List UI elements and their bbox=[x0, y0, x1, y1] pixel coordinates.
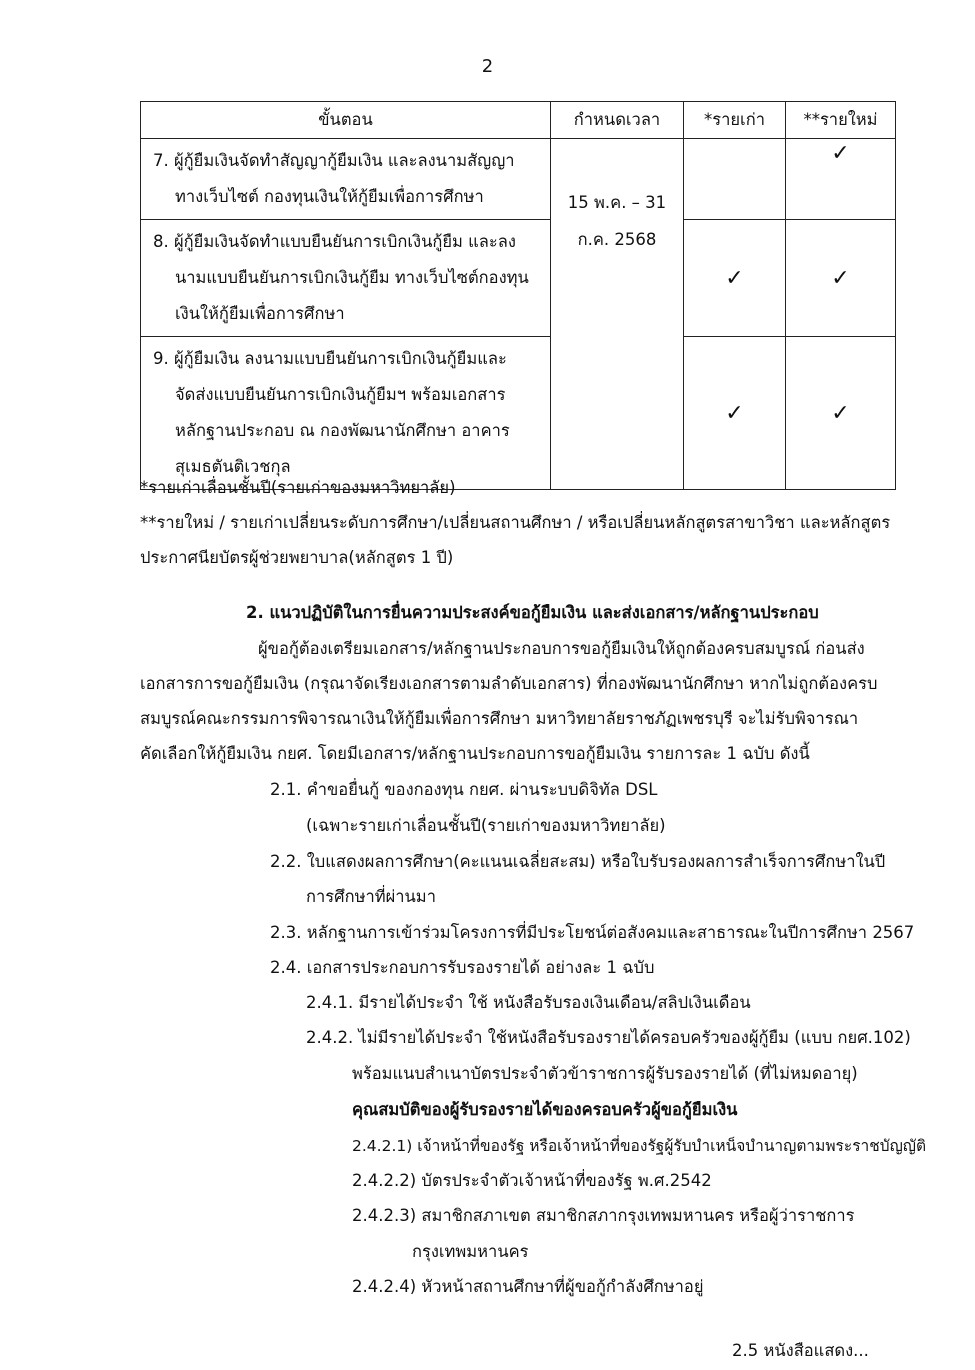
item-2-2: 2.2. ใบแสดงผลการศึกษา(คะแนนเฉลี่ยสะสม) หรือใบรับรองผลการสำเร็จการศึกษาในปี bbox=[270, 852, 886, 871]
item-2-3: 2.3. หลักฐานการเข้าร่วมโครงการที่มีประโยชน์ต่อสังคมและสาธารณะในปีการศึกษา 2567 bbox=[270, 923, 915, 942]
step-8-cell bbox=[141, 220, 551, 337]
step-9-old-check: ✓ bbox=[684, 337, 786, 490]
continuation-marker: 2.5 หนังสือแสดง... bbox=[732, 1341, 869, 1360]
qualification-3-cont: กรุงเทพมหานคร bbox=[412, 1242, 529, 1261]
item-2-4-1: 2.4.1. มีรายได้ประจำ ใช้ หนังสือรับรองเงินเดือน/สลิปเงินเดือน bbox=[306, 993, 751, 1012]
paragraph-line2: เอกสารการขอกู้ยืมเงิน (กรุณาจัดเรียงเอกสารตามลำดับเอกสาร) ที่กองพัฒนานักศึกษา หากไม่ถูกต้องครบ bbox=[140, 674, 878, 693]
page-number: 2 bbox=[481, 56, 494, 77]
qualification-2: 2.4.2.2) บัตรประจำตัวเจ้าหน้าที่ของรัฐ พ.ศ.2542 bbox=[352, 1171, 712, 1190]
step-8-new-check: ✓ bbox=[786, 220, 896, 337]
step-7-line2: ทางเว็บไซต์ กองทุนเงินให้กู้ยืมเพื่อการศึกษา bbox=[175, 187, 484, 206]
header-time: กำหนดเวลา bbox=[551, 102, 684, 139]
header-step: ขั้นตอน bbox=[141, 102, 551, 139]
step-7-cell bbox=[141, 139, 551, 220]
item-2-4-2-cont: พร้อมแนบสำเนาบัตรประจำตัวข้าราชการผู้รับรองรายได้ (ที่ไม่หมดอายุ) bbox=[352, 1064, 858, 1083]
schedule-table bbox=[140, 101, 896, 490]
time-range-line1: 15 พ.ค. – 31 bbox=[567, 193, 667, 212]
section-heading: 2. แนวปฏิบัติในการยื่นความประสงค์ขอกู้ยืมเงิน และส่งเอกสาร/หลักฐานประกอบ bbox=[246, 603, 819, 622]
paragraph-line1: ผู้ขอกู้ต้องเตรียมเอกสาร/หลักฐานประกอบการขอกู้ยืมเงินให้ถูกต้องครบสมบูรณ์ ก่อนส่ง bbox=[258, 639, 865, 658]
qualification-4: 2.4.2.4) หัวหน้าสถานศึกษาที่ผู้ขอกู้กำลังศึกษาอยู่ bbox=[352, 1277, 704, 1296]
header-new: **รายใหม่ bbox=[786, 102, 896, 139]
note-old: *รายเก่าเลื่อนชั้นปี(รายเก่าของมหาวิทยาลัย) bbox=[140, 478, 456, 497]
item-2-4-2: 2.4.2. ไม่มีรายได้ประจำ ใช้หนังสือรับรองรายได้ครอบครัวของผู้กู้ยืม (แบบ กยศ.102) bbox=[306, 1028, 911, 1047]
qualification-heading: คุณสมบัติของผู้รับรองรายได้ของครอบครัวผู้ขอกู้ยืมเงิน bbox=[352, 1100, 738, 1119]
item-2-2-cont: การศึกษาที่ผ่านมา bbox=[306, 887, 436, 906]
qualification-3: 2.4.2.3) สมาชิกสภาเขต สมาชิกสภากรุงเทพมหานคร หรือผู้ว่าราชการ bbox=[352, 1206, 855, 1225]
note-new-line2: ประกาศนียบัตรผู้ช่วยพยาบาล(หลักสูตร 1 ปี) bbox=[140, 548, 454, 567]
paragraph-line3: สมบูรณ์คณะกรรมการพิจารณาเงินให้กู้ยืมเพื่อการศึกษา มหาวิทยาลัยราชภัฏเพชรบุรี จะไม่รับพิจารณา bbox=[140, 709, 859, 728]
item-2-1-note: (เฉพาะรายเก่าเลื่อนชั้นปี(รายเก่าของมหาวิทยาลัย) bbox=[306, 816, 666, 835]
step-9-line3: หลักฐานประกอบ ณ กองพัฒนานักศึกษา อาคาร bbox=[175, 421, 510, 440]
table-row bbox=[141, 337, 896, 490]
step-9-new-check: ✓ bbox=[786, 337, 896, 490]
item-2-4: 2.4. เอกสารประกอบการรับรองรายได้ อย่างละ 1 ฉบับ bbox=[270, 958, 655, 977]
table-header-row bbox=[141, 102, 896, 139]
time-range-line2: ก.ค. 2568 bbox=[577, 230, 657, 249]
note-new-line1: **รายใหม่ / รายเก่าเปลี่ยนระดับการศึกษา/เปลี่ยนสถานศึกษา / หรือเปลี่ยนหลักสูตรสาขาวิชา และหลักสูตร bbox=[140, 513, 891, 532]
step-9-line2: จัดส่งแบบยืนยันการเบิกเงินกู้ยืมฯ พร้อมเอกสาร bbox=[175, 385, 506, 404]
step-7-line1: 7. ผู้กู้ยืมเงินจัดทำสัญญากู้ยืมเงิน และลงนามสัญญา bbox=[153, 151, 515, 170]
step-8-line1: 8. ผู้กู้ยืมเงินจัดทำแบบยืนยันการเบิกเงินกู้ยืม และลง bbox=[153, 232, 516, 251]
step-9-line1: 9. ผู้กู้ยืมเงิน ลงนามแบบยืนยันการเบิกเงินกู้ยืมและ bbox=[153, 349, 507, 368]
qualification-1: 2.4.2.1) เจ้าหน้าที่ของรัฐ หรือเจ้าหน้าที่ของรัฐผู้รับบำเหน็จบำนาญตามพระราชบัญญัติ bbox=[352, 1137, 927, 1155]
paragraph-line4: คัดเลือกให้กู้ยืมเงิน กยศ. โดยมีเอกสาร/หลักฐานประกอบการขอกู้ยืมเงิน รายการละ 1 ฉบับ ดังนี้ bbox=[140, 744, 810, 763]
table-row bbox=[141, 220, 896, 337]
step-8-line2: นามแบบยืนยันการเบิกเงินกู้ยืม ทางเว็บไซต์กองทุน bbox=[175, 268, 529, 287]
step-7-new-check: ✓ bbox=[786, 139, 896, 220]
step-9-cell bbox=[141, 337, 551, 490]
step-8-line3: เงินให้กู้ยืมเพื่อการศึกษา bbox=[175, 304, 345, 323]
table-row bbox=[141, 139, 896, 220]
item-2-1: 2.1. คำขอยื่นกู้ ของกองทุน กยศ. ผ่านระบบดิจิทัล DSL bbox=[270, 780, 658, 799]
step-7-old-check bbox=[684, 139, 786, 220]
header-old: *รายเก่า bbox=[684, 102, 786, 139]
step-8-old-check: ✓ bbox=[684, 220, 786, 337]
step-9-line4: สุเมธตันติเวชกุล bbox=[175, 457, 291, 476]
time-range-cell bbox=[551, 139, 684, 490]
